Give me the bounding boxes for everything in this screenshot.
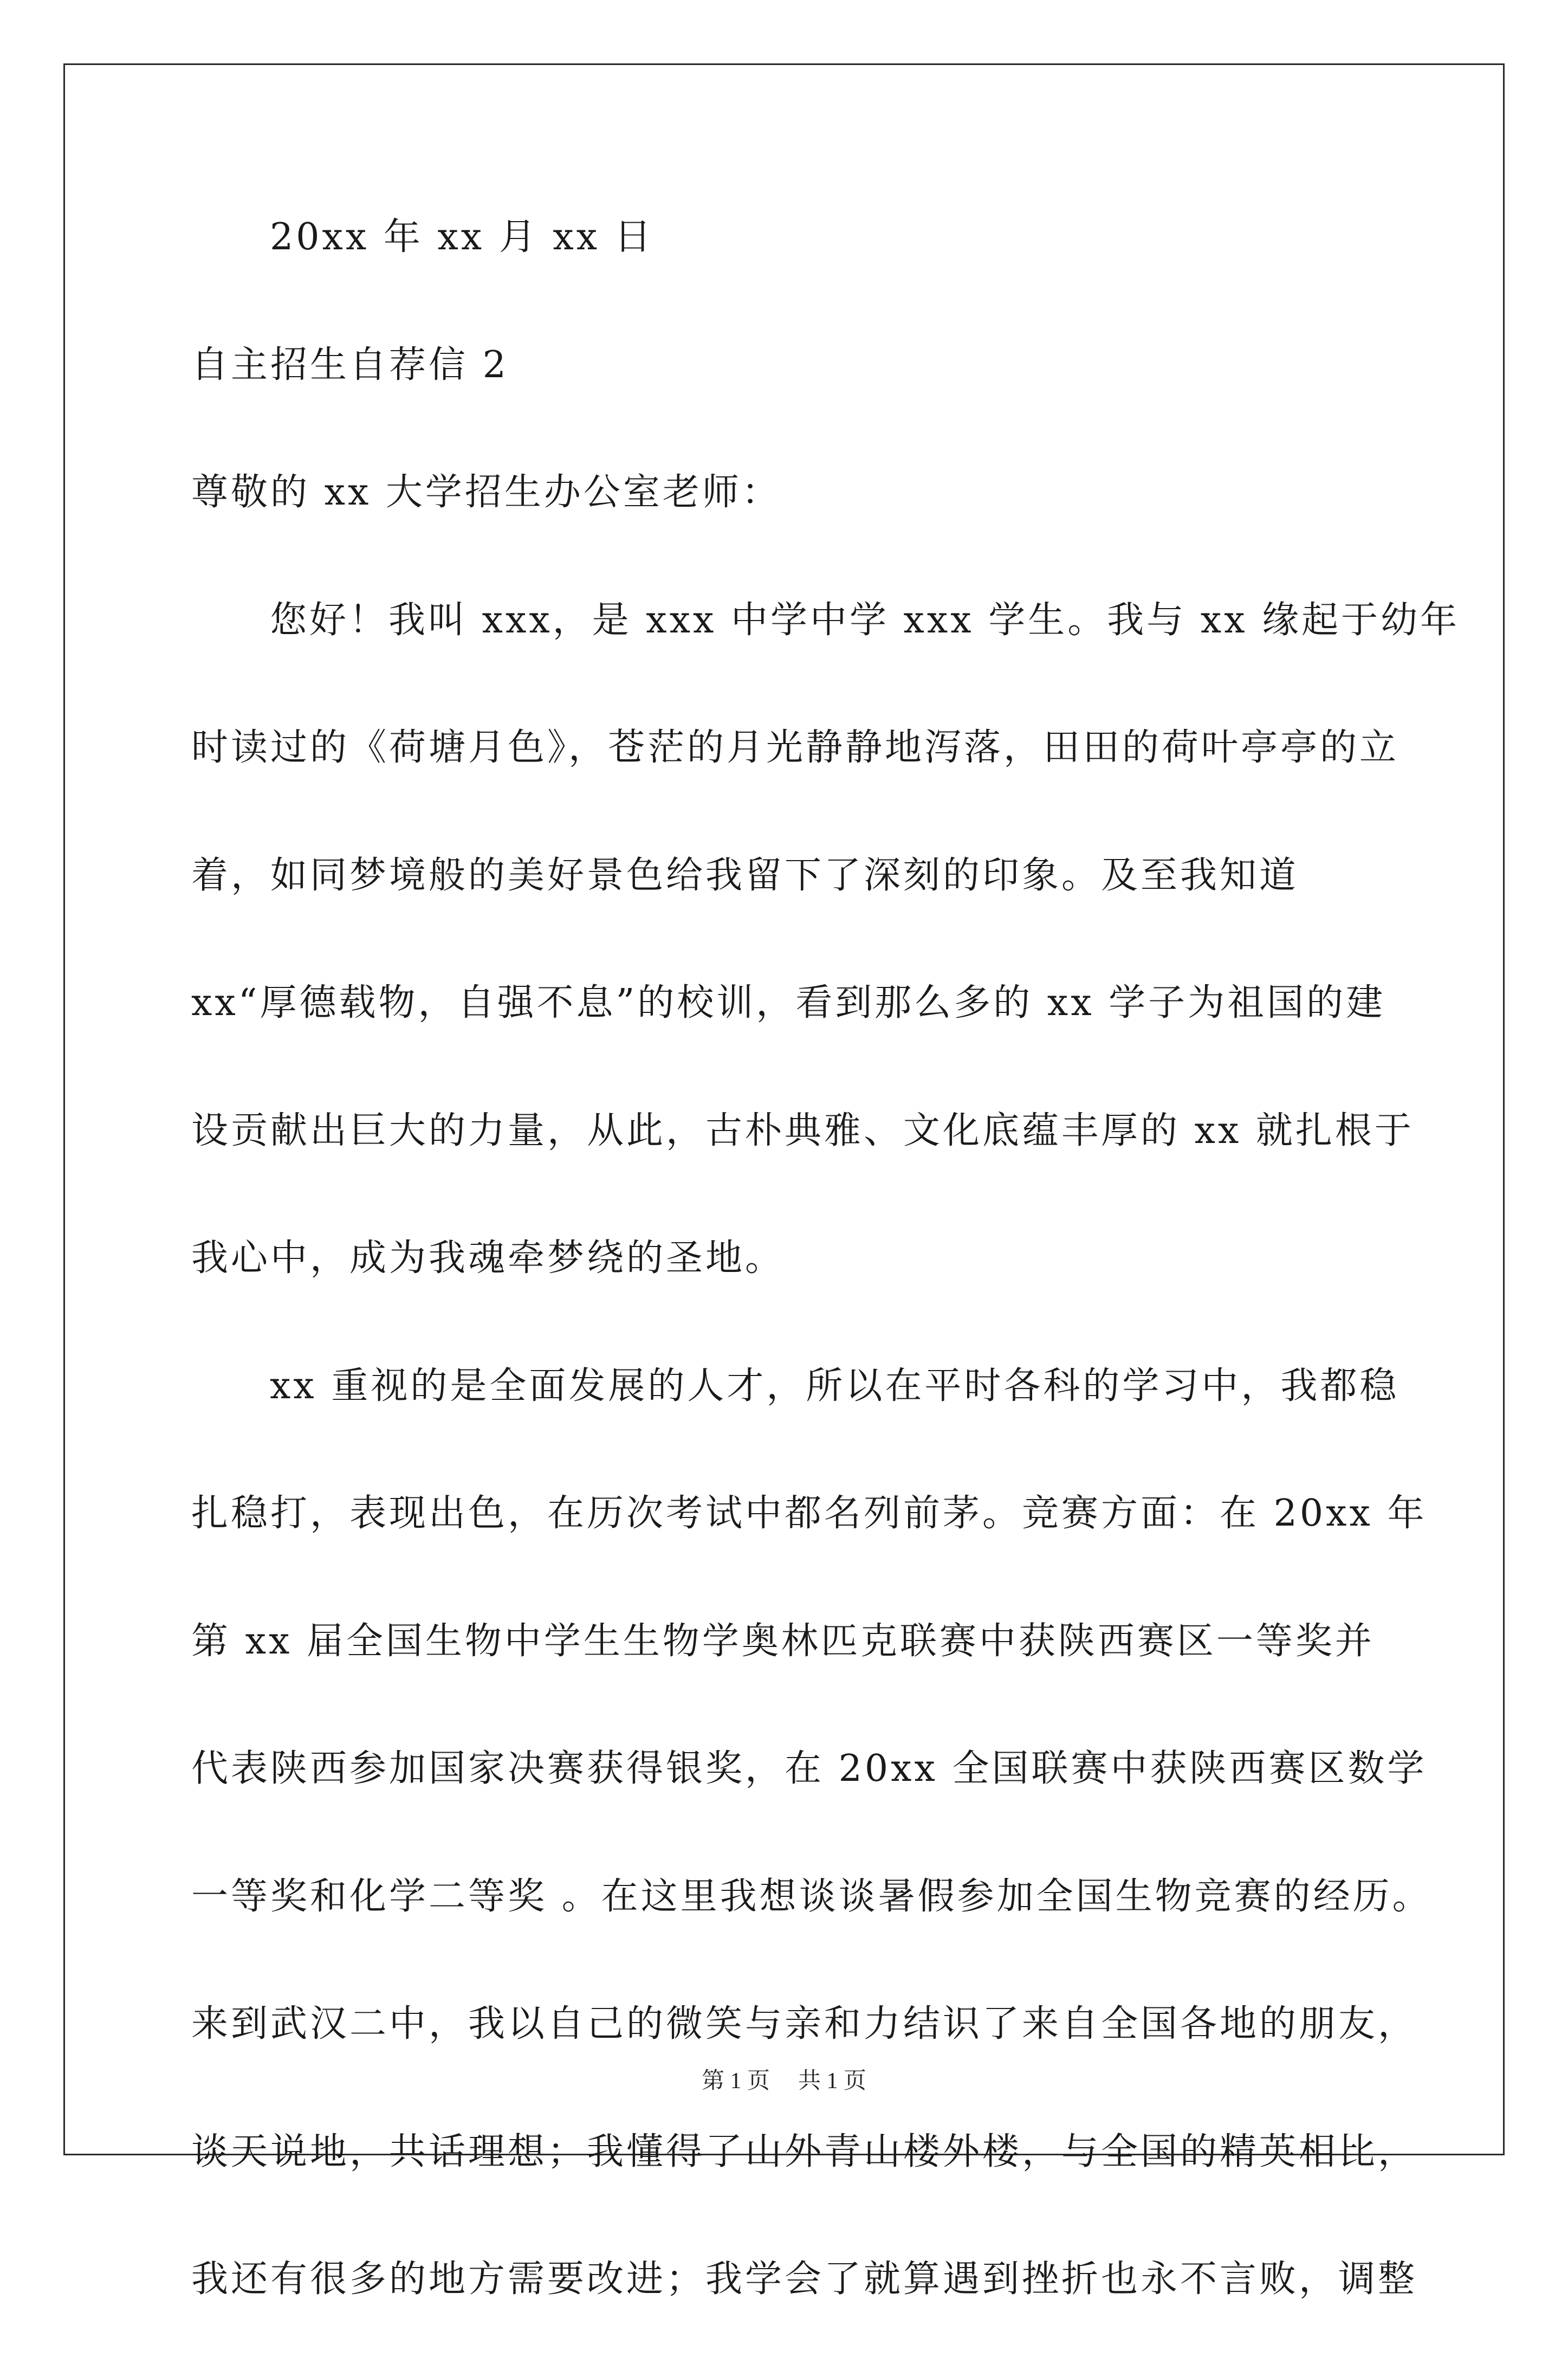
paragraph-line: xx“厚德载物，自强不息”的校训，看到那么多的 xx 学子为祖国的建 — [191, 981, 1386, 1024]
paragraph-line: 一等奖和化学二等奖 。在这里我想谈谈暑假参加全国生物竞赛的经历。 — [191, 1875, 1432, 1918]
page-number-total: 共 1 页 — [798, 2069, 867, 2094]
paragraph-line: 您好！我叫 xxx，是 xxx 中学中学 xxx 学生。我与 xx 缘起于幼年 — [270, 598, 1460, 642]
page-footer — [0, 2063, 1568, 2095]
paragraph-line: 扎稳打，表现出色，在历次考试中都名列前茅。竞赛方面：在 20xx 年 — [191, 1492, 1427, 1535]
paragraph-1 — [191, 577, 1460, 1343]
salutation: 尊敬的 xx 大学招生办公室老师： — [191, 471, 781, 514]
paragraph-line: 谈天说地，共话理想；我懂得了山外青山楼外楼，与全国的精英相比， — [191, 2130, 1418, 2173]
paragraph-line: 我还有很多的地方需要改进；我学会了就算遇到挫折也永不言败，调整 — [191, 2258, 1418, 2301]
paragraph-line: 第 xx 届全国生物中学生生物学奥林匹克联赛中获陕西赛区一等奖并 — [191, 1619, 1375, 1663]
paragraph-line: xx 重视的是全面发展的人才，所以在平时各科的学习中，我都稳 — [270, 1364, 1399, 1407]
paragraph-line: 代表陕西参加国家决赛获得银奖，在 20xx 全国联赛中获陕西赛区数学 — [191, 1747, 1427, 1790]
paragraph-line: 来到武汉二中，我以自己的微笑与亲和力结识了来自全国各地的朋友， — [191, 2003, 1418, 2045]
letter-body — [191, 194, 1460, 2364]
page-number-current: 第 1 页 — [701, 2069, 770, 2094]
date-line: 20xx 年 xx 月 xx 日 — [270, 216, 654, 259]
paragraph-line: 时读过的《荷塘月色》，苍茫的月光静静地泻落，田田的荷叶亭亭的立 — [191, 726, 1399, 769]
paragraph-line: 着，如同梦境般的美好景色给我留下了深刻的印象。及至我知道 — [191, 854, 1299, 897]
letter-title: 自主招生自荐信 2 — [191, 343, 509, 386]
paragraph-2 — [191, 1343, 1432, 2364]
paragraph-line: 设贡献出巨大的力量，从此，古朴典雅、文化底蕴丰厚的 xx 就扎根于 — [191, 1109, 1414, 1152]
paragraph-line: 我心中，成为我魂牵梦绕的圣地。 — [191, 1237, 785, 1280]
